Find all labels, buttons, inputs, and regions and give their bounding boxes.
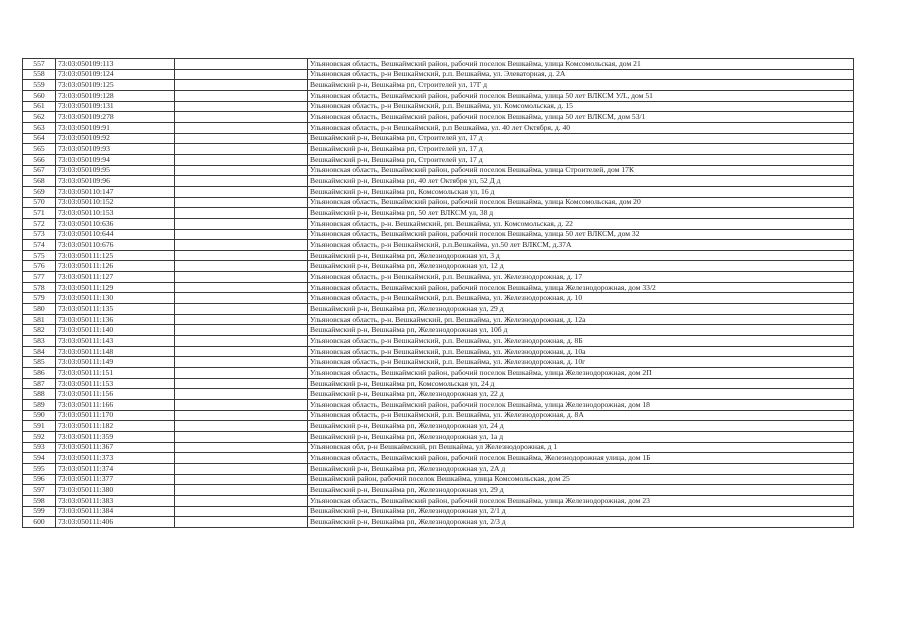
empty-cell — [175, 485, 308, 496]
cadastral-number-cell: 73:03:050109:278 — [56, 112, 175, 123]
row-number-cell: 574 — [23, 240, 56, 251]
table-row — [23, 495, 854, 506]
row-number-cell: 561 — [23, 101, 56, 112]
cadastral-number-cell: 73:03:050111:182 — [56, 421, 175, 432]
cadastral-number-cell: 73:03:050109:128 — [56, 90, 175, 101]
address-cell: Вешкаймский р-н, Вешкайма рп, Железнодорожная ул, 24 д — [308, 421, 854, 432]
cadastral-number-cell: 73:03:050111:166 — [56, 400, 175, 411]
row-number-cell: 578 — [23, 282, 56, 293]
address-cell: Ульяновская область, Вешкаймский район, рабочий поселок Вешкайма, улица Железнодорожная, дом 2П — [308, 368, 854, 379]
address-cell: Вешкаймский р-н, Вешкайма рп, Железнодорожная ул, 22 д — [308, 389, 854, 400]
table-row — [23, 410, 854, 421]
table-row — [23, 229, 854, 240]
cadastral-number-cell: 73:03:050111:153 — [56, 378, 175, 389]
table-row — [23, 314, 854, 325]
empty-cell — [175, 368, 308, 379]
table-row — [23, 336, 854, 347]
table-row — [23, 176, 854, 187]
row-number-cell: 566 — [23, 154, 56, 165]
row-number-cell: 599 — [23, 506, 56, 517]
row-number-cell: 582 — [23, 325, 56, 336]
row-number-cell: 586 — [23, 368, 56, 379]
address-cell: Ульяновская область, Вешкаймский район, рабочий поселок Вешкайма, улица Комсомольская, дом 20 — [308, 197, 854, 208]
row-number-cell: 579 — [23, 293, 56, 304]
row-number-cell: 557 — [23, 59, 56, 70]
table-row — [23, 144, 854, 155]
cadastral-number-cell: 73:03:050111:367 — [56, 442, 175, 453]
address-cell: Вешкаймский р-н, Вешкайма рп, 40 лет Октября ул, 52 Д д — [308, 176, 854, 187]
cadastral-number-cell: 73:03:050111:140 — [56, 325, 175, 336]
row-number-cell: 596 — [23, 474, 56, 485]
row-number-cell: 595 — [23, 463, 56, 474]
address-cell: Ульяновская область, Вешкаймский район, рабочий поселок Вешкайма, улица Железнодорожная, дом 33/2 — [308, 282, 854, 293]
row-number-cell: 580 — [23, 304, 56, 315]
row-number-cell: 589 — [23, 400, 56, 411]
empty-cell — [175, 463, 308, 474]
row-number-cell: 592 — [23, 431, 56, 442]
row-number-cell: 590 — [23, 410, 56, 421]
table-row — [23, 463, 854, 474]
address-cell: Ульяновская область, р-н Вешкаймский, р.п.Вешкайма, ул.50 лет ВЛКСМ, д.37А — [308, 240, 854, 251]
table-row — [23, 400, 854, 411]
table-row — [23, 485, 854, 496]
address-cell: Вешкаймский р-н, Вешкайма рп, Комсомольская ул, 16 д — [308, 186, 854, 197]
table-row — [23, 59, 854, 70]
row-number-cell: 581 — [23, 314, 56, 325]
address-cell: Вешкаймский р-н, Вешкайма рп, 50 лет ВЛКСМ ул, 38 д — [308, 208, 854, 219]
address-cell: Ульяновская область, Вешкаймский район, рабочий поселок Вешкайма, улица Строителей, дом 17К — [308, 165, 854, 176]
empty-cell — [175, 495, 308, 506]
registry-table-body — [23, 59, 854, 528]
document-page — [22, 58, 854, 528]
address-cell: Вешкаймский р-н, Вешкайма рп, Железнодорожная ул, 3 д — [308, 250, 854, 261]
row-number-cell: 573 — [23, 229, 56, 240]
cadastral-number-cell: 73:03:050111:156 — [56, 389, 175, 400]
address-cell: Ульяновская область, р-н Вешкаймский, р.п Вешкайма, ул. 40 лет Октября, д. 40 — [308, 122, 854, 133]
cadastral-number-cell: 73:03:050111:136 — [56, 314, 175, 325]
table-row — [23, 122, 854, 133]
table-row — [23, 389, 854, 400]
row-number-cell: 583 — [23, 336, 56, 347]
cadastral-number-cell: 73:03:050110:676 — [56, 240, 175, 251]
address-cell: Ульяновская область, р-н. Вешкаймский, рп. Вешкайма, ул. Комсомольская, д. 22 — [308, 218, 854, 229]
address-cell: Вешкаймский р-н, Вешкайма рп, Строителей ул, 17 д — [308, 133, 854, 144]
address-cell: Ульяновская область, Вешкаймский район, рабочий поселок Вешкайма, улица Железнодорожная, дом 18 — [308, 400, 854, 411]
address-cell: Ульяновская область, Вешкаймский район, рабочий поселок Вешкайма, улица Комсомольская, дом 21 — [308, 59, 854, 70]
row-number-cell: 588 — [23, 389, 56, 400]
table-row — [23, 346, 854, 357]
empty-cell — [175, 506, 308, 517]
row-number-cell: 598 — [23, 495, 56, 506]
address-cell: Ульяновская область, р-н. Вешкаймский, рп. Вешкайма, ул. Железнодорожная, д. 12а — [308, 314, 854, 325]
cadastral-number-cell: 73:03:050109:91 — [56, 122, 175, 133]
cadastral-number-cell: 73:03:050111:151 — [56, 368, 175, 379]
address-cell: Вешкаймский район, рабочий поселок Вешкайма, улица Комсомольская, дом 25 — [308, 474, 854, 485]
cadastral-number-cell: 73:03:050111:384 — [56, 506, 175, 517]
address-cell: Ульяновская область, Вешкаймский район, рабочий поселок Вешкайма, улица 50 лет ВЛКСМ УЛ., дом 51 — [308, 90, 854, 101]
empty-cell — [175, 346, 308, 357]
table-row — [23, 357, 854, 368]
table-row — [23, 421, 854, 432]
address-cell: Ульяновская область, Вешкаймский район, рабочий поселок Вешкайма, улица 50 лет ВЛКСМ, дом 32 — [308, 229, 854, 240]
empty-cell — [175, 165, 308, 176]
empty-cell — [175, 176, 308, 187]
cadastral-number-cell: 73:03:050109:94 — [56, 154, 175, 165]
address-cell: Ульяновская область, Вешкаймский район, рабочий поселок Вешкайма, Железнодорожная улица, дом 1Б — [308, 453, 854, 464]
row-number-cell: 585 — [23, 357, 56, 368]
table-row — [23, 325, 854, 336]
address-cell: Ульяновская область, р-н Вешкаймский, р.п. Вешкайма, ул. Комсомольская, д. 15 — [308, 101, 854, 112]
row-number-cell: 560 — [23, 90, 56, 101]
cadastral-number-cell: 73:03:050111:377 — [56, 474, 175, 485]
empty-cell — [175, 400, 308, 411]
empty-cell — [175, 208, 308, 219]
empty-cell — [175, 357, 308, 368]
table-row — [23, 186, 854, 197]
address-cell: Ульяновская область, р-н Вешкаймский, р.п. Вешкайма, ул. Железнодорожная, д. 17 — [308, 272, 854, 283]
cadastral-number-cell: 73:03:050109:113 — [56, 59, 175, 70]
table-row — [23, 442, 854, 453]
cadastral-number-cell: 73:03:050109:125 — [56, 80, 175, 91]
address-cell: Ульяновская область, р-н Вешкаймский, р.п. Вешкайма, ул. Железнодорожная, д. 10г — [308, 357, 854, 368]
address-cell: Ульяновская область, р-н Вешкаймский, р.п. Вешкайма, ул. Железнодорожная, д. 10 — [308, 293, 854, 304]
cadastral-number-cell: 73:03:050111:126 — [56, 261, 175, 272]
cadastral-number-cell: 73:03:050111:148 — [56, 346, 175, 357]
row-number-cell: 570 — [23, 197, 56, 208]
address-cell: Вешкаймский р-н, Вешкайма рп, Железнодорожная ул, 29 д — [308, 304, 854, 315]
cadastral-number-cell: 73:03:050110:153 — [56, 208, 175, 219]
empty-cell — [175, 304, 308, 315]
table-row — [23, 272, 854, 283]
table-row — [23, 453, 854, 464]
address-cell: Ульяновская обл, р-н Вешкаймский, рп Вешкайма, ул Железнодорожная, д 1 — [308, 442, 854, 453]
table-row — [23, 154, 854, 165]
table-row — [23, 304, 854, 315]
table-row — [23, 208, 854, 219]
empty-cell — [175, 197, 308, 208]
table-row — [23, 90, 854, 101]
address-cell: Ульяновская область, р-н Вешкаймский, р.п. Вешкайма, ул. Железнодорожная, д. 10а — [308, 346, 854, 357]
row-number-cell: 593 — [23, 442, 56, 453]
cadastral-number-cell: 73:03:050111:149 — [56, 357, 175, 368]
empty-cell — [175, 240, 308, 251]
cadastral-number-cell: 73:03:050111:143 — [56, 336, 175, 347]
cadastral-number-cell: 73:03:050109:92 — [56, 133, 175, 144]
table-row — [23, 293, 854, 304]
row-number-cell: 572 — [23, 218, 56, 229]
cadastral-number-cell: 73:03:050111:373 — [56, 453, 175, 464]
table-row — [23, 474, 854, 485]
address-cell: Ульяновская область, Вешкаймский район, рабочий поселок Вешкайма, улица 50 лет ВЛКСМ, дом 53/1 — [308, 112, 854, 123]
table-row — [23, 69, 854, 80]
empty-cell — [175, 314, 308, 325]
empty-cell — [175, 154, 308, 165]
empty-cell — [175, 389, 308, 400]
empty-cell — [175, 410, 308, 421]
empty-cell — [175, 133, 308, 144]
cadastral-number-cell: 73:03:050109:124 — [56, 69, 175, 80]
address-cell: Вешкаймский р-н, Вешкайма рп, Железнодорожная ул, 2/1 д — [308, 506, 854, 517]
address-cell: Ульяновская область, р-н Вешкаймский, р.п. Вешкайма, ул. Железнодорожная, д. 8А — [308, 410, 854, 421]
address-cell: Ульяновская область, р-н Вешкаймский, р.п. Вешкайма, ул. Элеваторная, д. 2А — [308, 69, 854, 80]
row-number-cell: 600 — [23, 517, 56, 528]
table-row — [23, 133, 854, 144]
row-number-cell: 575 — [23, 250, 56, 261]
cadastral-number-cell: 73:03:050111:374 — [56, 463, 175, 474]
table-row — [23, 101, 854, 112]
table-row — [23, 431, 854, 442]
table-row — [23, 368, 854, 379]
row-number-cell: 584 — [23, 346, 56, 357]
row-number-cell: 571 — [23, 208, 56, 219]
address-cell: Вешкаймский р-н, Вешкайма рп, Железнодорожная ул, 2А д — [308, 463, 854, 474]
table-row — [23, 261, 854, 272]
cadastral-number-cell: 73:03:050111:380 — [56, 485, 175, 496]
empty-cell — [175, 144, 308, 155]
cadastral-number-cell: 73:03:050111:359 — [56, 431, 175, 442]
cadastral-number-cell: 73:03:050111:127 — [56, 272, 175, 283]
empty-cell — [175, 442, 308, 453]
row-number-cell: 565 — [23, 144, 56, 155]
empty-cell — [175, 378, 308, 389]
address-cell: Вешкаймский р-н, Вешкайма рп, Строителей ул, 17Г д — [308, 80, 854, 91]
table-row — [23, 282, 854, 293]
address-cell: Вешкаймский р-н, Вешкайма рп, Строителей ул, 17 д — [308, 144, 854, 155]
empty-cell — [175, 282, 308, 293]
row-number-cell: 568 — [23, 176, 56, 187]
table-row — [23, 506, 854, 517]
empty-cell — [175, 112, 308, 123]
cadastral-number-cell: 73:03:050111:130 — [56, 293, 175, 304]
row-number-cell: 569 — [23, 186, 56, 197]
cadastral-number-cell: 73:03:050110:636 — [56, 218, 175, 229]
empty-cell — [175, 421, 308, 432]
row-number-cell: 567 — [23, 165, 56, 176]
empty-cell — [175, 453, 308, 464]
empty-cell — [175, 59, 308, 70]
empty-cell — [175, 293, 308, 304]
address-cell: Вешкаймский р-н, Вешкайма рп, Железнодорожная ул, 29 д — [308, 485, 854, 496]
empty-cell — [175, 69, 308, 80]
address-cell: Вешкаймский р-н, Вешкайма рп, Комсомольская ул, 24 д — [308, 378, 854, 389]
row-number-cell: 562 — [23, 112, 56, 123]
cadastral-number-cell: 73:03:050109:95 — [56, 165, 175, 176]
empty-cell — [175, 101, 308, 112]
empty-cell — [175, 218, 308, 229]
empty-cell — [175, 80, 308, 91]
address-cell: Ульяновская область, Вешкаймский район, рабочий поселок Вешкайма, улица Железнодорожная, дом 23 — [308, 495, 854, 506]
cadastral-number-cell: 73:03:050111:135 — [56, 304, 175, 315]
table-row — [23, 112, 854, 123]
table-row — [23, 197, 854, 208]
empty-cell — [175, 431, 308, 442]
table-row — [23, 378, 854, 389]
registry-table — [22, 58, 854, 528]
address-cell: Вешкаймский р-н, Вешкайма рп, Железнодорожная ул, 2/3 д — [308, 517, 854, 528]
empty-cell — [175, 229, 308, 240]
row-number-cell: 558 — [23, 69, 56, 80]
empty-cell — [175, 517, 308, 528]
empty-cell — [175, 474, 308, 485]
cadastral-number-cell: 73:03:050111:406 — [56, 517, 175, 528]
row-number-cell: 587 — [23, 378, 56, 389]
row-number-cell: 591 — [23, 421, 56, 432]
table-row — [23, 165, 854, 176]
cadastral-number-cell: 73:03:050109:131 — [56, 101, 175, 112]
empty-cell — [175, 250, 308, 261]
cadastral-number-cell: 73:03:050110:147 — [56, 186, 175, 197]
address-cell: Вешкаймский р-н, Вешкайма рп, Строителей ул, 17 д — [308, 154, 854, 165]
address-cell: Вешкаймский р-н, Вешкайма рп, Железнодорожная ул, 1а д — [308, 431, 854, 442]
empty-cell — [175, 90, 308, 101]
empty-cell — [175, 336, 308, 347]
table-row — [23, 517, 854, 528]
row-number-cell: 564 — [23, 133, 56, 144]
row-number-cell: 597 — [23, 485, 56, 496]
table-row — [23, 250, 854, 261]
empty-cell — [175, 272, 308, 283]
cadastral-number-cell: 73:03:050110:644 — [56, 229, 175, 240]
row-number-cell: 576 — [23, 261, 56, 272]
cadastral-number-cell: 73:03:050109:96 — [56, 176, 175, 187]
address-cell: Вешкаймский р-н, Вешкайма рп, Железнодорожная ул, 10б д — [308, 325, 854, 336]
cadastral-number-cell: 73:03:050111:125 — [56, 250, 175, 261]
row-number-cell: 594 — [23, 453, 56, 464]
cadastral-number-cell: 73:03:050109:93 — [56, 144, 175, 155]
address-cell: Вешкаймский р-н, Вешкайма рп, Железнодорожная ул, 12 д — [308, 261, 854, 272]
cadastral-number-cell: 73:03:050110:152 — [56, 197, 175, 208]
cadastral-number-cell: 73:03:050111:129 — [56, 282, 175, 293]
table-row — [23, 80, 854, 91]
table-row — [23, 218, 854, 229]
table-row — [23, 240, 854, 251]
cadastral-number-cell: 73:03:050111:383 — [56, 495, 175, 506]
empty-cell — [175, 325, 308, 336]
row-number-cell: 563 — [23, 122, 56, 133]
row-number-cell: 559 — [23, 80, 56, 91]
empty-cell — [175, 261, 308, 272]
cadastral-number-cell: 73:03:050111:170 — [56, 410, 175, 421]
empty-cell — [175, 122, 308, 133]
empty-cell — [175, 186, 308, 197]
row-number-cell: 577 — [23, 272, 56, 283]
address-cell: Ульяновская область, р-н Вешкаймский, р.п. Вешкайма, ул. Железнодорожная, д. 8Б — [308, 336, 854, 347]
